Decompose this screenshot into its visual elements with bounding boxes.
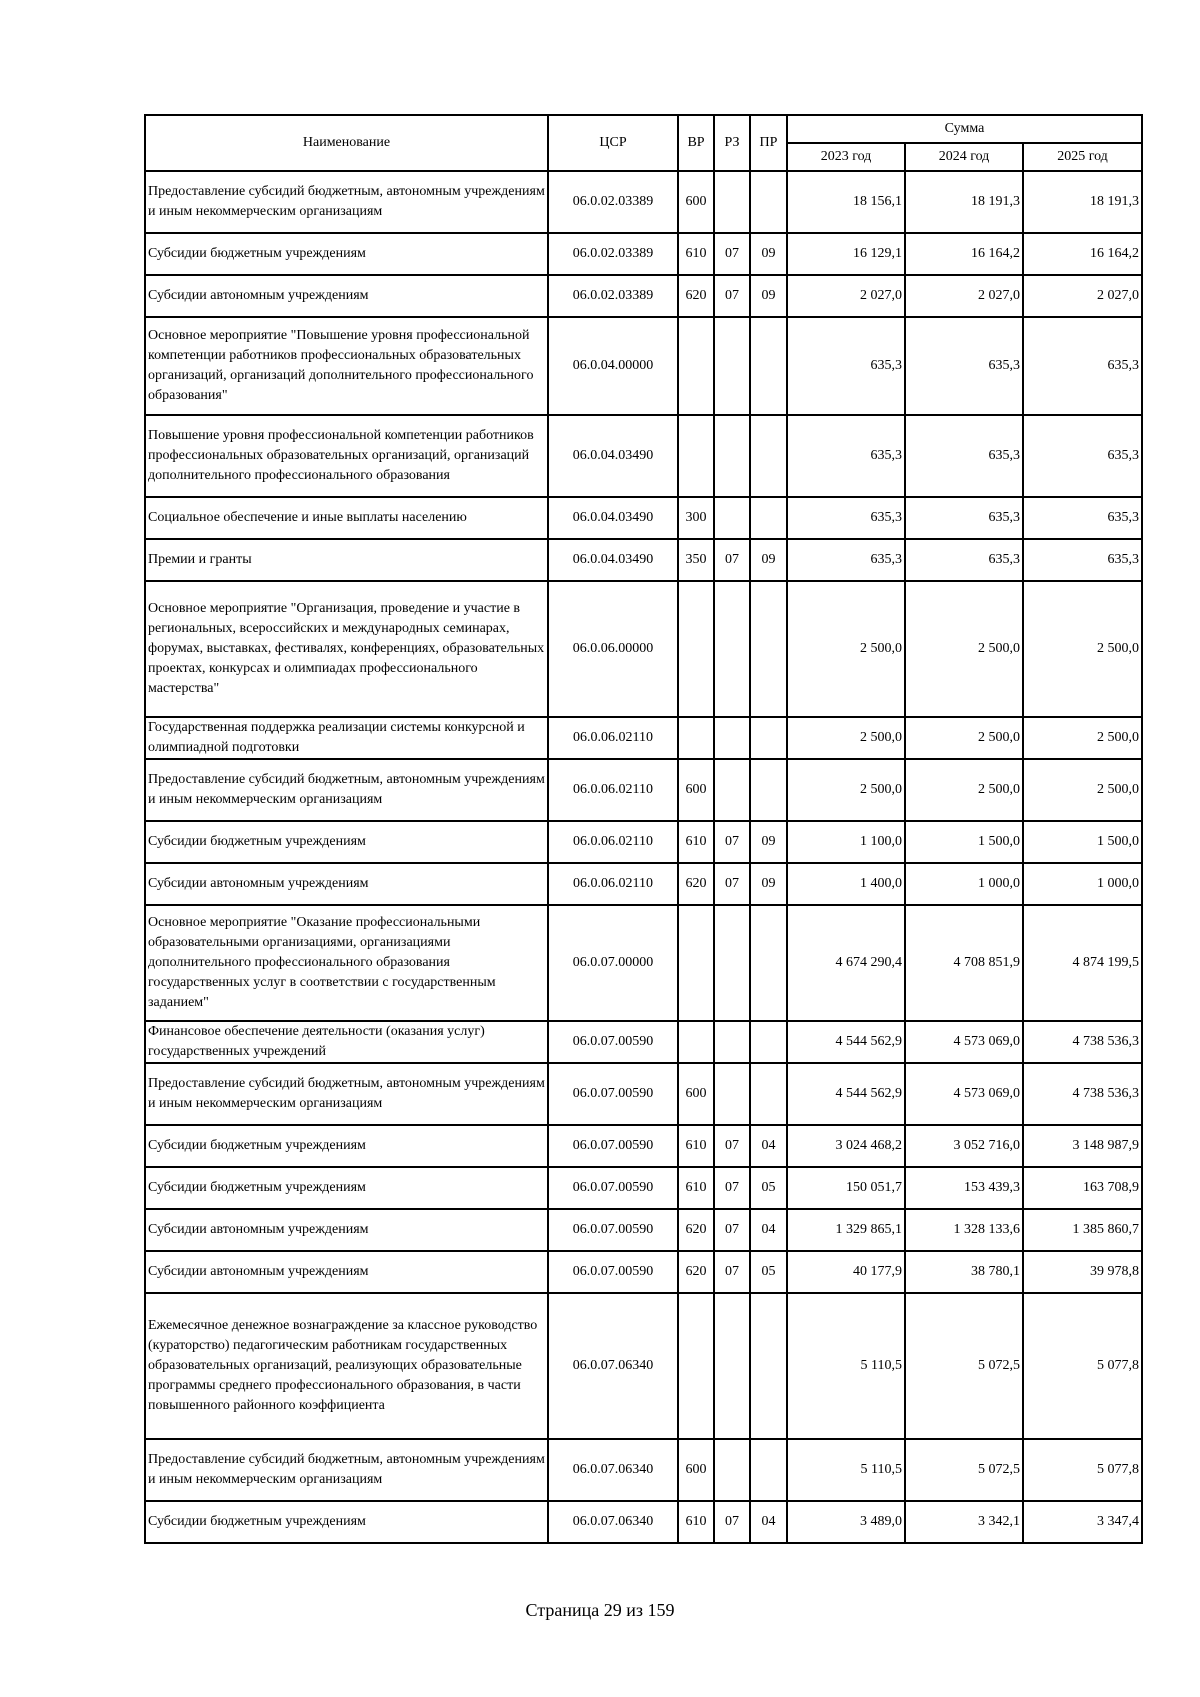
row-sum-2025: 4 874 199,5 xyxy=(1023,905,1142,1021)
row-vr: 610 xyxy=(678,821,714,863)
row-sum-2025: 2 500,0 xyxy=(1023,759,1142,821)
row-pr: 04 xyxy=(750,1209,787,1251)
row-csr: 06.0.07.00590 xyxy=(548,1167,678,1209)
row-vr xyxy=(678,1021,714,1063)
row-pr xyxy=(750,1293,787,1439)
row-sum-2023: 4 544 562,9 xyxy=(787,1063,905,1125)
header-year-2025: 2025 год xyxy=(1023,143,1142,171)
row-sum-2023: 4 674 290,4 xyxy=(787,905,905,1021)
row-sum-2025: 3 347,4 xyxy=(1023,1501,1142,1543)
page-number: Страница 29 из 159 xyxy=(525,1600,675,1620)
row-name: Субсидии бюджетным учреждениям xyxy=(145,1167,548,1209)
row-pr xyxy=(750,1063,787,1125)
row-sum-2023: 4 544 562,9 xyxy=(787,1021,905,1063)
row-sum-2025: 163 708,9 xyxy=(1023,1167,1142,1209)
row-name: Финансовое обеспечение деятельности (оказания услуг) государственных учреждений xyxy=(145,1021,548,1063)
row-csr: 06.0.07.00590 xyxy=(548,1063,678,1125)
row-rz xyxy=(714,905,750,1021)
table-row xyxy=(145,1439,1142,1501)
table-row xyxy=(145,863,1142,905)
table-row xyxy=(145,1063,1142,1125)
row-name: Основное мероприятие "Оказание профессиональными образовательными организациями, организациями дополнительного профессионального образования государственных услуг в соответствии с государственным заданием" xyxy=(145,905,548,1021)
row-csr: 06.0.06.02110 xyxy=(548,759,678,821)
row-name: Субсидии бюджетным учреждениям xyxy=(145,821,548,863)
row-sum-2025: 4 738 536,3 xyxy=(1023,1021,1142,1063)
row-vr xyxy=(678,905,714,1021)
row-name: Субсидии бюджетным учреждениям xyxy=(145,1125,548,1167)
header-csr: ЦСР xyxy=(548,115,678,171)
row-pr: 04 xyxy=(750,1125,787,1167)
table-row xyxy=(145,1251,1142,1293)
row-rz: 07 xyxy=(714,539,750,581)
table-row xyxy=(145,1209,1142,1251)
row-vr: 600 xyxy=(678,1063,714,1125)
row-sum-2025: 5 077,8 xyxy=(1023,1293,1142,1439)
row-name: Субсидии бюджетным учреждениям xyxy=(145,233,548,275)
row-name: Государственная поддержка реализации системы конкурсной и олимпиадной подготовки xyxy=(145,717,548,759)
row-sum-2023: 2 500,0 xyxy=(787,581,905,717)
row-csr: 06.0.04.03490 xyxy=(548,497,678,539)
row-sum-2024: 2 027,0 xyxy=(905,275,1023,317)
row-csr: 06.0.06.02110 xyxy=(548,717,678,759)
row-rz: 07 xyxy=(714,233,750,275)
row-sum-2023: 3 024 468,2 xyxy=(787,1125,905,1167)
table-row xyxy=(145,821,1142,863)
row-vr: 620 xyxy=(678,863,714,905)
row-sum-2024: 635,3 xyxy=(905,497,1023,539)
row-sum-2025: 2 027,0 xyxy=(1023,275,1142,317)
row-sum-2024: 4 708 851,9 xyxy=(905,905,1023,1021)
row-sum-2025: 635,3 xyxy=(1023,497,1142,539)
row-sum-2025: 1 500,0 xyxy=(1023,821,1142,863)
row-vr: 620 xyxy=(678,1209,714,1251)
table-row xyxy=(145,1021,1142,1063)
row-rz xyxy=(714,1063,750,1125)
row-pr xyxy=(750,759,787,821)
row-rz xyxy=(714,1439,750,1501)
row-sum-2024: 3 052 716,0 xyxy=(905,1125,1023,1167)
row-rz xyxy=(714,717,750,759)
row-sum-2023: 1 400,0 xyxy=(787,863,905,905)
table-row xyxy=(145,581,1142,717)
row-sum-2023: 1 329 865,1 xyxy=(787,1209,905,1251)
row-sum-2025: 635,3 xyxy=(1023,317,1142,415)
row-sum-2025: 3 148 987,9 xyxy=(1023,1125,1142,1167)
header-sum: Сумма xyxy=(787,115,1142,143)
row-rz: 07 xyxy=(714,275,750,317)
row-pr: 09 xyxy=(750,275,787,317)
row-pr xyxy=(750,581,787,717)
row-sum-2023: 3 489,0 xyxy=(787,1501,905,1543)
table-row xyxy=(145,717,1142,759)
row-sum-2025: 1 385 860,7 xyxy=(1023,1209,1142,1251)
row-rz: 07 xyxy=(714,1209,750,1251)
row-sum-2024: 3 342,1 xyxy=(905,1501,1023,1543)
row-rz: 07 xyxy=(714,821,750,863)
table-body xyxy=(145,171,1142,1543)
row-sum-2024: 1 000,0 xyxy=(905,863,1023,905)
row-sum-2025: 2 500,0 xyxy=(1023,717,1142,759)
row-csr: 06.0.07.06340 xyxy=(548,1501,678,1543)
row-vr: 620 xyxy=(678,1251,714,1293)
row-vr: 300 xyxy=(678,497,714,539)
row-name: Предоставление субсидий бюджетным, автономным учреждениям и иным некоммерческим организациям xyxy=(145,1439,548,1501)
row-rz xyxy=(714,415,750,497)
row-sum-2024: 153 439,3 xyxy=(905,1167,1023,1209)
row-rz: 07 xyxy=(714,1167,750,1209)
row-rz xyxy=(714,317,750,415)
table-row xyxy=(145,759,1142,821)
row-csr: 06.0.02.03389 xyxy=(548,275,678,317)
row-pr: 09 xyxy=(750,233,787,275)
row-csr: 06.0.06.02110 xyxy=(548,863,678,905)
row-csr: 06.0.07.00590 xyxy=(548,1251,678,1293)
row-vr xyxy=(678,1293,714,1439)
row-name: Субсидии автономным учреждениям xyxy=(145,1251,548,1293)
row-name: Предоставление субсидий бюджетным, автономным учреждениям и иным некоммерческим организациям xyxy=(145,759,548,821)
row-rz xyxy=(714,759,750,821)
row-sum-2024: 2 500,0 xyxy=(905,759,1023,821)
row-name: Основное мероприятие "Повышение уровня профессиональной компетенции работников профессиональных образовательных организаций, организаций дополнительного профессионального образования" xyxy=(145,317,548,415)
row-csr: 06.0.07.06340 xyxy=(548,1293,678,1439)
header-year-2023: 2023 год xyxy=(787,143,905,171)
row-rz xyxy=(714,1021,750,1063)
row-sum-2023: 1 100,0 xyxy=(787,821,905,863)
row-sum-2023: 2 500,0 xyxy=(787,759,905,821)
row-name: Предоставление субсидий бюджетным, автономным учреждениям и иным некоммерческим организациям xyxy=(145,1063,548,1125)
row-sum-2025: 2 500,0 xyxy=(1023,581,1142,717)
row-vr: 350 xyxy=(678,539,714,581)
row-vr: 600 xyxy=(678,171,714,233)
row-vr: 610 xyxy=(678,1167,714,1209)
row-pr xyxy=(750,497,787,539)
table-row xyxy=(145,171,1142,233)
row-sum-2024: 1 500,0 xyxy=(905,821,1023,863)
row-sum-2023: 635,3 xyxy=(787,317,905,415)
row-sum-2023: 40 177,9 xyxy=(787,1251,905,1293)
table-row xyxy=(145,1501,1142,1543)
table-row xyxy=(145,905,1142,1021)
row-sum-2024: 635,3 xyxy=(905,415,1023,497)
row-sum-2025: 1 000,0 xyxy=(1023,863,1142,905)
row-csr: 06.0.04.03490 xyxy=(548,415,678,497)
row-sum-2025: 635,3 xyxy=(1023,539,1142,581)
row-sum-2024: 18 191,3 xyxy=(905,171,1023,233)
row-sum-2023: 635,3 xyxy=(787,539,905,581)
header-rz: РЗ xyxy=(714,115,750,171)
row-sum-2024: 635,3 xyxy=(905,539,1023,581)
row-sum-2024: 4 573 069,0 xyxy=(905,1063,1023,1125)
row-rz: 07 xyxy=(714,863,750,905)
row-pr: 05 xyxy=(750,1251,787,1293)
table-row xyxy=(145,275,1142,317)
row-pr: 09 xyxy=(750,863,787,905)
table-row xyxy=(145,1167,1142,1209)
row-pr xyxy=(750,317,787,415)
row-sum-2023: 2 500,0 xyxy=(787,717,905,759)
row-csr: 06.0.02.03389 xyxy=(548,233,678,275)
table-row xyxy=(145,1293,1142,1439)
row-vr xyxy=(678,581,714,717)
row-name: Ежемесячное денежное вознаграждение за классное руководство (кураторство) педагогическим работникам государственных образовательных организаций, реализующих образовательные программы среднего профессионального образования, в части повышенного районного коэффициента xyxy=(145,1293,548,1439)
row-vr: 600 xyxy=(678,1439,714,1501)
row-sum-2023: 16 129,1 xyxy=(787,233,905,275)
table-row xyxy=(145,1125,1142,1167)
row-name: Повышение уровня профессиональной компетенции работников профессиональных образовательных организаций, организаций дополнительного профессионального образования xyxy=(145,415,548,497)
row-name: Премии и гранты xyxy=(145,539,548,581)
row-pr: 09 xyxy=(750,539,787,581)
row-vr: 600 xyxy=(678,759,714,821)
row-sum-2024: 1 328 133,6 xyxy=(905,1209,1023,1251)
row-sum-2023: 150 051,7 xyxy=(787,1167,905,1209)
row-pr: 04 xyxy=(750,1501,787,1543)
row-csr: 06.0.06.02110 xyxy=(548,821,678,863)
row-sum-2023: 5 110,5 xyxy=(787,1439,905,1501)
row-csr: 06.0.06.00000 xyxy=(548,581,678,717)
row-rz xyxy=(714,497,750,539)
row-vr xyxy=(678,415,714,497)
row-vr: 610 xyxy=(678,1501,714,1543)
row-csr: 06.0.04.03490 xyxy=(548,539,678,581)
row-sum-2023: 635,3 xyxy=(787,415,905,497)
row-csr: 06.0.02.03389 xyxy=(548,171,678,233)
table-row xyxy=(145,497,1142,539)
row-csr: 06.0.04.00000 xyxy=(548,317,678,415)
row-vr xyxy=(678,317,714,415)
row-pr xyxy=(750,171,787,233)
row-sum-2025: 16 164,2 xyxy=(1023,233,1142,275)
row-sum-2025: 18 191,3 xyxy=(1023,171,1142,233)
row-sum-2024: 5 072,5 xyxy=(905,1439,1023,1501)
table-header xyxy=(145,115,1142,171)
table-row xyxy=(145,539,1142,581)
row-rz: 07 xyxy=(714,1125,750,1167)
row-name: Субсидии автономным учреждениям xyxy=(145,863,548,905)
row-pr xyxy=(750,1439,787,1501)
row-csr: 06.0.07.00590 xyxy=(548,1021,678,1063)
row-name: Субсидии автономным учреждениям xyxy=(145,1209,548,1251)
row-sum-2025: 39 978,8 xyxy=(1023,1251,1142,1293)
row-sum-2024: 5 072,5 xyxy=(905,1293,1023,1439)
row-rz: 07 xyxy=(714,1501,750,1543)
row-sum-2025: 635,3 xyxy=(1023,415,1142,497)
row-sum-2024: 635,3 xyxy=(905,317,1023,415)
header-year-2024: 2024 год xyxy=(905,143,1023,171)
row-pr xyxy=(750,717,787,759)
row-sum-2023: 5 110,5 xyxy=(787,1293,905,1439)
header-pr: ПР xyxy=(750,115,787,171)
row-sum-2023: 635,3 xyxy=(787,497,905,539)
row-sum-2024: 2 500,0 xyxy=(905,581,1023,717)
row-name: Предоставление субсидий бюджетным, автономным учреждениям и иным некоммерческим организациям xyxy=(145,171,548,233)
row-name: Субсидии бюджетным учреждениям xyxy=(145,1501,548,1543)
row-pr xyxy=(750,1021,787,1063)
row-sum-2025: 4 738 536,3 xyxy=(1023,1063,1142,1125)
row-sum-2024: 4 573 069,0 xyxy=(905,1021,1023,1063)
row-pr xyxy=(750,905,787,1021)
table-row xyxy=(145,317,1142,415)
row-csr: 06.0.07.00590 xyxy=(548,1125,678,1167)
row-pr: 05 xyxy=(750,1167,787,1209)
row-rz: 07 xyxy=(714,1251,750,1293)
table-row xyxy=(145,233,1142,275)
budget-table xyxy=(144,114,1143,1544)
row-name: Субсидии автономным учреждениям xyxy=(145,275,548,317)
row-sum-2024: 2 500,0 xyxy=(905,717,1023,759)
header-vr: ВР xyxy=(678,115,714,171)
row-sum-2024: 38 780,1 xyxy=(905,1251,1023,1293)
header-name: Наименование xyxy=(145,115,548,171)
row-csr: 06.0.07.06340 xyxy=(548,1439,678,1501)
row-csr: 06.0.07.00000 xyxy=(548,905,678,1021)
row-vr: 610 xyxy=(678,233,714,275)
row-name: Социальное обеспечение и иные выплаты населению xyxy=(145,497,548,539)
row-vr: 620 xyxy=(678,275,714,317)
row-vr: 610 xyxy=(678,1125,714,1167)
row-name: Основное мероприятие "Организация, проведение и участие в региональных, всероссийских и международных семинарах, форумах, выставках, фестивалях, конференциях, образовательных проектах, конкурсах и олимпиадах профессионального мастерства" xyxy=(145,581,548,717)
row-sum-2024: 16 164,2 xyxy=(905,233,1023,275)
row-sum-2025: 5 077,8 xyxy=(1023,1439,1142,1501)
row-pr xyxy=(750,415,787,497)
row-rz xyxy=(714,1293,750,1439)
row-csr: 06.0.07.00590 xyxy=(548,1209,678,1251)
row-rz xyxy=(714,581,750,717)
row-sum-2023: 18 156,1 xyxy=(787,171,905,233)
row-rz xyxy=(714,171,750,233)
row-pr: 09 xyxy=(750,821,787,863)
table-row xyxy=(145,415,1142,497)
row-sum-2023: 2 027,0 xyxy=(787,275,905,317)
row-vr xyxy=(678,717,714,759)
